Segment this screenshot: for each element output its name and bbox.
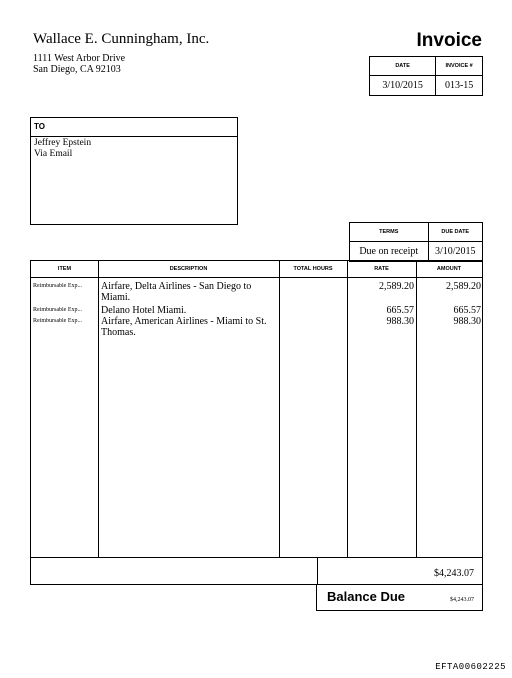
line-item-type: Reimbursable Exp... [33, 283, 82, 289]
description-header: DESCRIPTION [169, 266, 208, 272]
line-item-type: Reimbursable Exp... [33, 307, 82, 313]
item-header: ITEM [57, 266, 72, 272]
balance-due-box [316, 585, 483, 611]
bill-to-name: Jeffrey Epstein [34, 138, 92, 148]
rate-header: RATE [374, 266, 389, 272]
line-item-rate: 2,589.20 [379, 281, 414, 292]
line-item-description: Airfare, Delta Airlines - San Diego to Miami. [101, 281, 252, 303]
header-divider [31, 277, 482, 278]
line-item-type: Reimbursable Exp... [33, 318, 82, 324]
subtotal-row [30, 558, 483, 585]
total-hours-header: TOTAL HOURS [293, 266, 333, 272]
bill-to-method: Via Email [34, 149, 73, 159]
line-item-amount: 665.57 [453, 305, 481, 316]
company-address-line2: San Diego, CA 92103 [33, 64, 121, 75]
terms-value: Due on receipt [350, 242, 429, 262]
invoice-number: 013-15 [436, 76, 483, 96]
invoice-date: 3/10/2015 [370, 76, 436, 96]
line-item-description: Delano Hotel Miami. [101, 305, 187, 316]
document-id: EFTA00602225 [435, 662, 506, 672]
balance-due-label: Balance Due [327, 589, 406, 604]
balance-due-value: $4,243.07 [450, 597, 474, 603]
terms-table [349, 222, 483, 262]
company-address-line1: 1111 West Arbor Drive [33, 53, 126, 64]
line-items-table [30, 260, 483, 558]
total-hours-column [279, 261, 348, 557]
date-header: DATE [370, 57, 436, 76]
date-invoice-table [369, 56, 483, 96]
bill-to-body [31, 137, 237, 161]
line-item-amount: 988.30 [453, 316, 481, 327]
line-item-description: Airfare, American Airlines - Miami to St. Thomas. [101, 316, 267, 338]
invoice-number-header: INVOICE # [436, 57, 483, 76]
item-column [31, 261, 99, 557]
line-item-rate: 665.57 [386, 305, 414, 316]
subtotal-divider [317, 558, 318, 584]
terms-header: TERMS [350, 223, 429, 242]
due-date-value: 3/10/2015 [428, 242, 483, 262]
line-item-amount: 2,589.20 [446, 281, 481, 292]
subtotal-value: $4,243.07 [434, 568, 474, 579]
due-date-header: DUE DATE [428, 223, 483, 242]
line-item-rate: 988.30 [386, 316, 414, 327]
bill-to-label: TO [31, 118, 237, 137]
bill-to-box [30, 117, 238, 225]
company-name: Wallace E. Cunningham, Inc. [33, 31, 210, 47]
document-title: Invoice [416, 30, 482, 51]
amount-header: AMOUNT [436, 266, 462, 272]
